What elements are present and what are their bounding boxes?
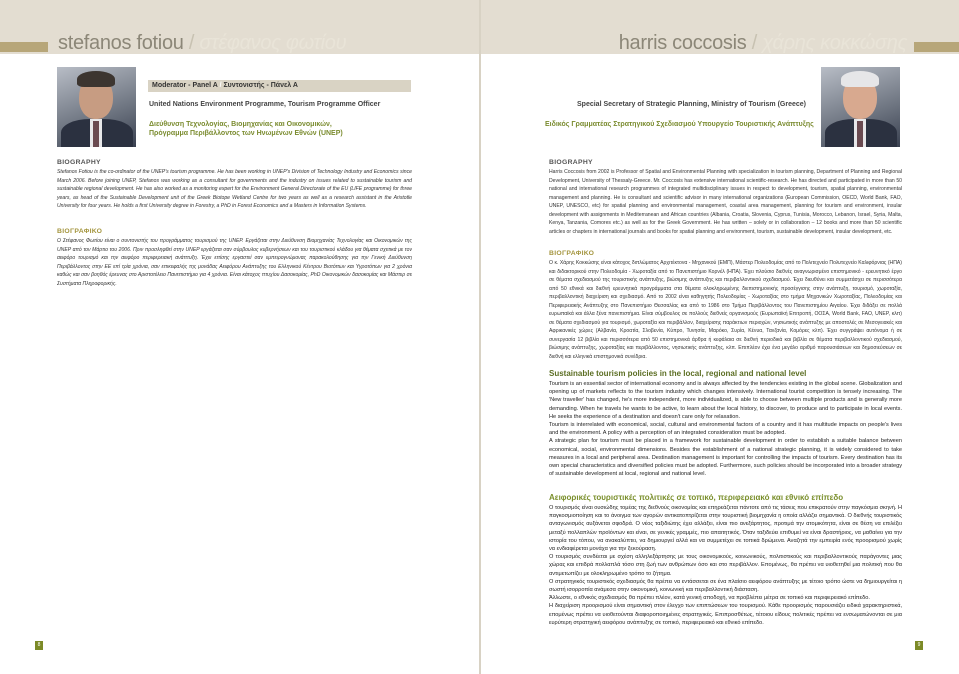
article-paragraph-gr: Ο τουρισμός είναι ουσιώδης τομέας της διεθνούς οικονομίας και επηρεάζεται πάντοτε από τις τάσεις που επικρατούν στην παγκόσμια σκηνή. Η παγκοσμιοποίηση και το άνοιγμα των αγορών αντικατοπτρίζεται στην τουριστική βιομηχανία η οποία αλλάζει σημαντικά. Ο διεθνής τουριστικός ανταγωνισμός αυξάνεται σφοδρά. Ο νέος ταξιδιώτης έχει αλλάξει, είναι πιο ανεξάρτητος, προτιμά την ατομικότητα, είναι σε θέση να επιλέξει μεταξύ πολλαπλών προϊόντων και είναι, σε γενικές γραμμές, πιο απαιτητικός. Όταν ταξιδεύει επιθυμεί να είναι δραστήριος, να μαθαίνει για την ιστορία του τόπου, να ανακαλύπτει, να δημιουργεί αλλά και να συμμετέχει σε τοπικά δρώμενα. Αναζητά την εμπειρία ενός προορισμού χωρίς να ενδιαφέρεται μονάχα για την ξεκούραση. — [549, 505, 902, 553]
article-paragraph-gr: Η διαχείριση προορισμού είναι σημαντική στον έλεγχο των επιπτώσεων του τουρισμού. Κάθε προορισμός παρουσιάζει ειδικά χαρακτηριστικά, επομένως πρέπει να υιοθετούνται διαφοροποιημένες στρατηγικές. Επιπροσθέτως, τέτοιου είδους πολιτικές πρέπει να ενσωματώνονται σε μια ευρύτερη στρατηγική αειφόρου ανάπτυξης σε τοπικό, περιφερειακό και εθνικό επίπεδο. — [549, 603, 902, 626]
affiliation-en: Special Secretary of Strategic Planning, Ministry of Tourism (Greece) — [577, 101, 806, 108]
article-body-en — [549, 380, 902, 478]
name-separator: / — [751, 32, 757, 54]
header-rule — [914, 42, 959, 52]
article-title-gr: Αειφορικές τουριστικές πολιτικές σε τοπικό, περιφερειακό και εθνικό επίπεδο — [549, 493, 844, 502]
speaker-name-gr: στέφανος φωτίου — [199, 32, 347, 54]
article-paragraph-gr: Ο τουρισμός συνδέεται με σχέση αλληλεξάρτησης με τους οικονομικούς, κοινωνικούς, πολιτιστικούς και περιβαλλοντικούς παράγοντες μιας χώρας και επιδρά πολλαπλά τόσο στη ζωή των ανθρώπων όσο και στο περιβάλλον. Επομένως, θα πρέπει να υιοθετηθεί μια πολιτική που θα αντιμετωπίζει με ολοκληρωμένο τρόπο το ζήτημα. — [549, 554, 902, 577]
speaker-name-en: harris coccosis — [618, 32, 747, 54]
page-number: 8 — [35, 641, 43, 650]
moderator-separator: / — [219, 82, 222, 89]
biography-heading-gr: ΒΙΟΓΡΑΦΙΚΟ — [549, 250, 595, 257]
moderator-label-gr: Συντονιστής - Πάνελ Α — [223, 82, 298, 89]
biography-text-gr: Ο κ. Χάρης Κοκκώσης είναι κάτοχος διπλώματος Αρχιτέκτονα - Μηχανικού (ΕΜΠ), Μάστερ Πολεοδομίας από το Πολιτεχνείο Πολυτεχνείο Καλιφόρνιας (ΗΠΑ) και διδακτορικού στην Πολεοδομία - Χωροταξία από το Πανεπιστήμιο Κορνέλ (ΗΠΑ). Έχει πλούσιο διεθνές αναγνωρισμένο επιστημονικό - ερευνητικό έργο σε θέματα σχεδιασμού της τουριστικής ανάπτυξης, βιώσιμης ανάπτυξης και περιβαλλοντικού σχεδιασμού. Έχει διευθύνει και συμμετάσχει σε περισσότερα από 50 εθνικά και διεθνή ερευνητικά προγράμματα στα θέματα ολοκληρωμένης διεπιστημονικής προσέγγισης στην ανάπτυξη, τουρισμό, χωροταξία, περιβαλλοντική διαχείριση και σχεδιασμό. Από το 2002 είναι καθηγητής Πολεοδομίας - Χωροταξίας στο τμήμα Μηχανικών Χωροταξίας, Πολεοδομίας και Περιφερειακής Ανάπτυξης στο Πανεπιστήμιο Θεσσαλίας και από το 1986 στο Τμήμα Περιβάλλοντος του Πανεπιστημίου Αιγαίου. Έχει διδάξει σε πολλά ευρωπαϊκά και άλλα ξένα πανεπιστήμια. Είναι σύμβουλος σε πολλούς διεθνείς οργανισμούς (Ευρωπαϊκή Επιτροπή, ΟΟΣΑ, World Bank, FAO, UNEP, κλπ) σε θέματα σχεδιασμού για τουρισμό, χωροταξία και περιβάλλον, διαχείρισης παράκτιων περιοχών, νησιωτικής ανάπτυξης με αποστολές σε Μεσογειακές και Αφρικανικές χώρες (Αλβανία, Κροατία, Σλοβενία, Κύπρο, Τυνησία, Μαρόκο, Συρία, Κένυα, Τανζανία, Κομόρες κλπ). Έχει συγγράψει αυτόνομα ή σε συνεργασία 12 βιβλία και περισσότερα από 50 επιστημονικά άρθρα ή κεφάλαια σε διεθνή περιοδικά και βιβλία σε θέματα περιβαλλοντικού σχεδιασμού, βιώσιμης ανάπτυξης, χωροταξίας και περιβάλλοντος, νησιωτικής ανάπτυξης, κλπ. Επιπλέον έχει ένα μεγάλο αριθμό παρουσιάσεων και δημοσιεύσεων σε διεθνή και ελληνικά επιστημονικά συνέδρια. — [549, 260, 902, 360]
biography-text: Harris Coccosis from 2002 is Professor of Spatial and Environmental Planning with specialization in tourism planning, Department of Planning and Regional Development, University of Thessaly-Greece. Mr. Coccosis has extensive international scientific-research. He has directed and participated in more than 50 national and international research programmes of integrated multidisciplinary issues in respect to development, tourism, spatial planning, environmental management and planning. He is consultant and scientific advisor in many international organizations (European Commission, OECD, World Bank, FAO, UNEP, UNESCO, etc) for spatial planning and environmental management, coastal area management, planning for tourism and environment, insular development with assignments in Mediterranean and African countries (Albania, Croatia, Slovenia, Cyprus, Tunisia, Morocco, Lebanon, Israel, Syria, Malta, Kenya, Tanzania, Comores etc.) as well as for the Greek Government. He has written – solely or in collaboration – 12 books and more than 50 scientific articles or chapters in international journals and books for spatial planning and environment, tourism, sustainable development, insular development, etc. — [549, 169, 902, 235]
speaker-photo — [821, 67, 900, 147]
article-paragraph-gr: Ο στρατηγικός τουριστικός σχεδιασμός θα πρέπει να εντάσσεται σε ένα πλαίσιο αειφόρου ανάπτυξης με τέτοιο τρόπο ώστε να δημιουργείται η σωστή ισορροπία ανάμεσα στην οικονομική, κοινωνική και περιβαλλοντική διάσταση. — [549, 578, 902, 594]
article-paragraph: A strategic plan for tourism must be placed in a framework for sustainable development in order to establish a suitable balance between economical, social, environmental dimensions. Besides the establishment of a national strategic planning, it is widely considered to take measures in a local and peripheral area. Destination management is important for controlling the impacts of tourism. Every destination has its own special characteristics and diversified policies must be adopted. Furthermore, such policies should be incorporated into a broader strategy of sustainable development at local, regional and national level. — [549, 438, 902, 478]
speaker-name-heading — [619, 32, 907, 55]
header-rule — [0, 42, 48, 52]
left-page — [0, 0, 479, 674]
biography-text: Stefanos Fotiou is the co-ordinator of the UNEP's tourism programme. He has been working in UNEP's Division of Technology Industry and Economics since March 2006. Before joining UNEP, Stefanos was working as a consultant for governments and the industry on issues related to sustainable tourism and sustainable regional development. He has also worked as a monitoring expert for the Environment General Directorate of the EU (LIFE programme) for three years, as head of the Sustainable Development unit of the Greek Biotope Wetland Centre for two years as well as a research assistant in the Aristotle University for four years. He holds a first University degree in Forestry, a PhD in Forest Economics and a Masters in Information Systems. — [57, 169, 412, 209]
affiliation-gr: Ειδικός Γραμματέας Στρατηγικού Σχεδιασμού Υπουργείο Τουριστικής Ανάπτυξης — [545, 121, 814, 128]
speaker-name-en: stefanos fotiou — [58, 32, 184, 54]
speaker-name-gr: χάρης κοκκώσης — [762, 32, 907, 54]
article-paragraph: Tourism is an essential sector of international economy and is always affected by the tendencies existing in the global scene. Globalization and opening up of markets reflects to the tourism industry which changes intensively. International tourist competition is tensely increasing. The 'New traveller' has changed, he's more independent, more individualized, is able to choose between multiple products and is generally more demanding. When he travels he wants to be active, to learn about the local history, to discover, to produce and to participate in local events. He seeks the experience of a destination and doesn't care only for relaxation. — [549, 381, 902, 420]
biography-heading: BIOGRAPHY — [57, 159, 101, 166]
biography-heading-gr: ΒΙΟΓΡΑΦΙΚΟ — [57, 228, 103, 235]
speaker-photo — [57, 67, 136, 147]
article-paragraph: Tourism is interrelated with economical, social, cultural and environmental factors of a country and it has multitude impacts on people's lives and the environment. A policy with a perception of an integrated consideration must be adopted. — [549, 422, 902, 437]
page-number: 9 — [915, 641, 923, 650]
affiliation-gr-line2: Πρόγραμμα Περιβάλλοντος των Ηνωμένων Εθνών (UNEP) — [149, 130, 343, 137]
name-separator: / — [188, 32, 195, 54]
right-page — [481, 0, 959, 674]
article-title: Sustainable tourism policies in the local, regional and national level — [549, 369, 807, 378]
speaker-name-heading — [58, 32, 346, 55]
moderator-bar — [148, 80, 411, 92]
biography-heading: BIOGRAPHY — [549, 159, 593, 166]
affiliation-gr-line1: Διεύθυνση Τεχνολογίας, Βιομηχανίας και Οικονομικών, — [149, 121, 332, 128]
article-body-gr — [549, 504, 902, 627]
affiliation-en: United Nations Environment Programme, Tourism Programme Officer — [149, 101, 381, 108]
moderator-label: Moderator - Panel A — [152, 82, 218, 89]
biography-text-gr: Ο Στέφανος Φωτίου είναι ο συντονιστής του προγράμματος τουρισμού της UNEP. Εργάζεται στην Διεύθυνση Βιομηχανίας Τεχνολογίας και Οικονομικών της UNEP από τον Μάρτιο του 2006. Πριν προσληφθεί στην UNEP εργάζεται σαν σύμβουλος κυβερνήσεων και του τουριστικού κλάδου για θέματα σχετικά με τον αειφόρο τουρισμό και την αειφόρο περιφερειακή ανάπτυξη. Έχει επίσης εργαστεί σαν εμπειρογνώμονας παρακολούθησης για την Γενική Διεύθυνση Περιβάλλοντος στην ΕΕ επί τρία χρόνια, σαν επικεφαλής της μονάδας Αειφόρου Ανάπτυξης του Ελληνικού Κέντρου Βιοτόπων και Υγροτόπων για 2 χρόνια καθώς και σαν βοηθός έρευνας στο Αριστοτέλειο Πανεπιστήμιο για 4 χρόνια. Είναι κάτοχος πτυχίου Δασοκομίας, PhD Οικονομικών δασοκομίας και Μάστερ σε Συστήματα Πληροφορικής. — [57, 238, 412, 287]
article-paragraph-gr: Άλλωστε, ο εθνικός σχεδιασμός θα πρέπει πλέον, κατά γενική αποδοχή, να προβλέπει μέτρα σε τοπικό και περιφερειακό επίπεδο. — [549, 595, 870, 602]
